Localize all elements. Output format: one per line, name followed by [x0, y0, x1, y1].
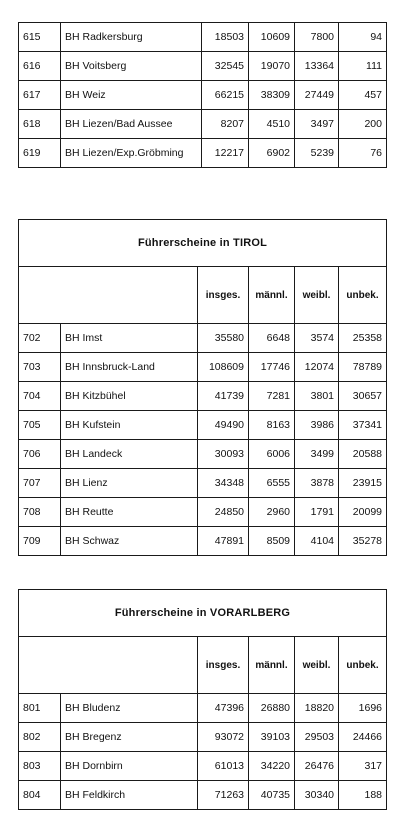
value-weibl: 13364 [295, 52, 339, 81]
table-row [19, 411, 387, 440]
value-insges: 93072 [198, 723, 249, 752]
value-insges: 8207 [202, 110, 249, 139]
header-maennl: männl. [249, 637, 295, 694]
value-unbek: 1696 [339, 694, 387, 723]
value-weibl: 1791 [295, 498, 339, 527]
district-name: BH Bregenz [61, 723, 198, 752]
district-name: BH Imst [61, 324, 198, 353]
value-maennl: 4510 [249, 110, 295, 139]
district-code: 704 [19, 382, 61, 411]
district-code: 618 [19, 110, 61, 139]
value-unbek: 30657 [339, 382, 387, 411]
district-code: 703 [19, 353, 61, 382]
table-title-row [19, 220, 387, 267]
value-insges: 41739 [198, 382, 249, 411]
value-unbek: 200 [339, 110, 387, 139]
header-unbek: unbek. [339, 267, 387, 324]
value-maennl: 6555 [249, 469, 295, 498]
district-name: BH Kitzbühel [61, 382, 198, 411]
table-row [19, 324, 387, 353]
district-name: BH Reutte [61, 498, 198, 527]
header-unbek: unbek. [339, 637, 387, 694]
value-insges: 61013 [198, 752, 249, 781]
value-weibl: 4104 [295, 527, 339, 556]
value-insges: 47891 [198, 527, 249, 556]
header-blank [19, 637, 198, 694]
value-weibl: 12074 [295, 353, 339, 382]
value-insges: 35580 [198, 324, 249, 353]
header-row [19, 267, 387, 324]
value-insges: 71263 [198, 781, 249, 810]
district-code: 617 [19, 81, 61, 110]
value-unbek: 35278 [339, 527, 387, 556]
table-title: Führerscheine in VORARLBERG [19, 590, 387, 637]
district-name: BH Weiz [61, 81, 202, 110]
value-insges: 49490 [198, 411, 249, 440]
value-insges: 108609 [198, 353, 249, 382]
table-row [19, 469, 387, 498]
value-weibl: 3497 [295, 110, 339, 139]
district-name: BH Lienz [61, 469, 198, 498]
value-weibl: 26476 [295, 752, 339, 781]
value-insges: 24850 [198, 498, 249, 527]
district-code: 802 [19, 723, 61, 752]
value-maennl: 39103 [249, 723, 295, 752]
value-insges: 12217 [202, 139, 249, 168]
table-row [19, 694, 387, 723]
value-unbek: 20099 [339, 498, 387, 527]
value-maennl: 38309 [249, 81, 295, 110]
table-row [19, 23, 387, 52]
value-weibl: 5239 [295, 139, 339, 168]
table-title: Führerscheine in TIROL [19, 220, 387, 267]
value-unbek: 20588 [339, 440, 387, 469]
value-maennl: 2960 [249, 498, 295, 527]
value-insges: 34348 [198, 469, 249, 498]
district-code: 709 [19, 527, 61, 556]
district-name: BH Liezen/Exp.Gröbming [61, 139, 202, 168]
header-weibl: weibl. [295, 267, 339, 324]
value-weibl: 30340 [295, 781, 339, 810]
header-row [19, 637, 387, 694]
table-title-row [19, 590, 387, 637]
value-insges: 47396 [198, 694, 249, 723]
header-weibl: weibl. [295, 637, 339, 694]
district-code: 803 [19, 752, 61, 781]
value-maennl: 6648 [249, 324, 295, 353]
table-row [19, 752, 387, 781]
value-weibl: 3499 [295, 440, 339, 469]
value-unbek: 23915 [339, 469, 387, 498]
table-row [19, 440, 387, 469]
value-unbek: 94 [339, 23, 387, 52]
table-row [19, 353, 387, 382]
district-code: 708 [19, 498, 61, 527]
district-name: BH Innsbruck-Land [61, 353, 198, 382]
district-code: 804 [19, 781, 61, 810]
value-maennl: 34220 [249, 752, 295, 781]
district-name: BH Kufstein [61, 411, 198, 440]
value-insges: 30093 [198, 440, 249, 469]
value-insges: 32545 [202, 52, 249, 81]
header-insges: insges. [198, 637, 249, 694]
value-unbek: 24466 [339, 723, 387, 752]
district-name: BH Radkersburg [61, 23, 202, 52]
header-insges: insges. [198, 267, 249, 324]
value-weibl: 3801 [295, 382, 339, 411]
value-maennl: 8509 [249, 527, 295, 556]
district-code: 615 [19, 23, 61, 52]
value-maennl: 8163 [249, 411, 295, 440]
district-code: 705 [19, 411, 61, 440]
district-code: 706 [19, 440, 61, 469]
district-code: 619 [19, 139, 61, 168]
value-weibl: 3574 [295, 324, 339, 353]
table-steiermark [18, 22, 387, 168]
district-name: BH Bludenz [61, 694, 198, 723]
value-maennl: 40735 [249, 781, 295, 810]
value-maennl: 6006 [249, 440, 295, 469]
table-vorarlberg [18, 589, 387, 810]
district-name: BH Dornbirn [61, 752, 198, 781]
district-name: BH Voitsberg [61, 52, 202, 81]
value-weibl: 29503 [295, 723, 339, 752]
value-insges: 18503 [202, 23, 249, 52]
district-name: BH Schwaz [61, 527, 198, 556]
value-unbek: 457 [339, 81, 387, 110]
value-unbek: 76 [339, 139, 387, 168]
value-unbek: 78789 [339, 353, 387, 382]
table-row [19, 382, 387, 411]
value-maennl: 26880 [249, 694, 295, 723]
district-name: BH Feldkirch [61, 781, 198, 810]
table-row [19, 81, 387, 110]
table-row [19, 527, 387, 556]
header-blank [19, 267, 198, 324]
value-weibl: 3878 [295, 469, 339, 498]
table-row [19, 723, 387, 752]
value-maennl: 6902 [249, 139, 295, 168]
value-unbek: 188 [339, 781, 387, 810]
value-maennl: 19070 [249, 52, 295, 81]
district-code: 801 [19, 694, 61, 723]
table-row [19, 781, 387, 810]
district-code: 702 [19, 324, 61, 353]
table-row [19, 498, 387, 527]
value-maennl: 7281 [249, 382, 295, 411]
district-name: BH Landeck [61, 440, 198, 469]
value-unbek: 111 [339, 52, 387, 81]
value-unbek: 37341 [339, 411, 387, 440]
table-row [19, 110, 387, 139]
value-unbek: 25358 [339, 324, 387, 353]
district-code: 707 [19, 469, 61, 498]
value-weibl: 27449 [295, 81, 339, 110]
value-insges: 66215 [202, 81, 249, 110]
value-maennl: 17746 [249, 353, 295, 382]
table-row [19, 52, 387, 81]
value-weibl: 3986 [295, 411, 339, 440]
value-maennl: 10609 [249, 23, 295, 52]
table-tirol [18, 219, 387, 556]
header-maennl: männl. [249, 267, 295, 324]
district-name: BH Liezen/Bad Aussee [61, 110, 202, 139]
value-weibl: 7800 [295, 23, 339, 52]
value-weibl: 18820 [295, 694, 339, 723]
table-row [19, 139, 387, 168]
district-code: 616 [19, 52, 61, 81]
value-unbek: 317 [339, 752, 387, 781]
